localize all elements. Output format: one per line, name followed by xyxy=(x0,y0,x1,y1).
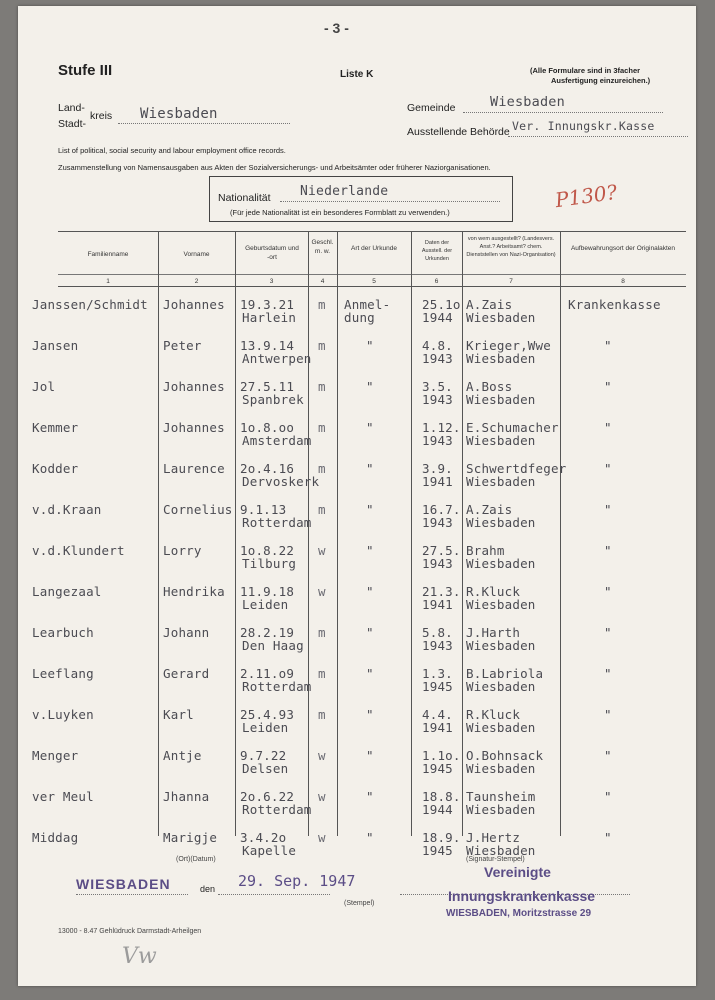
cell-date1: 1.3. xyxy=(422,666,453,681)
cell-date2: 1943 xyxy=(422,515,453,530)
cell-sex: m xyxy=(318,625,326,640)
cell-issuer2: Wiesbaden xyxy=(466,433,536,448)
col-header-firstname: Vorname xyxy=(183,251,210,258)
place-caption: (Ort) xyxy=(176,856,191,863)
cell-archive: " xyxy=(604,543,612,558)
cell-birth-place: Den Haag xyxy=(242,638,304,653)
gemeinde-label: Gemeinde xyxy=(407,102,456,114)
cell-date2: 1943 xyxy=(422,638,453,653)
cell-first: Peter xyxy=(163,338,202,353)
cell-surname: Kemmer xyxy=(32,420,79,435)
cell-issuer1: E.Schumacher xyxy=(466,420,559,435)
cell-sex: w xyxy=(318,748,326,763)
cell-first: Hendrika xyxy=(163,584,225,599)
cell-date2: 1941 xyxy=(422,720,453,735)
cell-sex: m xyxy=(318,666,326,681)
cell-first: Gerard xyxy=(163,666,210,681)
col-divider-5 xyxy=(411,231,412,836)
col-num-2: 2 xyxy=(194,278,199,285)
org-stamp-line3: WIESBADEN, Moritzstrasse 29 xyxy=(446,908,592,919)
cell-issuer2: Wiesbaden xyxy=(466,351,536,366)
document-sheet xyxy=(18,6,696,986)
behoerde-underline xyxy=(508,136,688,137)
landkreis-label-land: Land- xyxy=(58,102,85,114)
cell-birth-place: Leiden xyxy=(242,720,289,735)
cell-doc: " xyxy=(366,584,374,599)
table-top-line xyxy=(58,231,686,232)
cell-birth-place: Harlein xyxy=(242,310,297,325)
landkreis-label-stadt: Stadt- xyxy=(58,118,87,130)
cell-issuer2: Wiesbaden xyxy=(466,843,536,858)
cell-date2: 1944 xyxy=(422,802,453,817)
col-divider-6 xyxy=(462,231,463,836)
col-header-dates: Daten der Ausstell. der Urkunden xyxy=(421,240,453,262)
cell-surname: Menger xyxy=(32,748,79,763)
cell-doc: " xyxy=(366,338,374,353)
cell-issuer2: Wiesbaden xyxy=(466,392,536,407)
cell-archive: " xyxy=(604,461,612,476)
cell-first: Laurence xyxy=(163,461,225,476)
forms-note-line2: Ausfertigung einzureichen.) xyxy=(551,76,651,85)
col-num-3: 3 xyxy=(269,278,274,285)
col-divider-2 xyxy=(235,231,236,836)
col-num-5: 5 xyxy=(372,278,376,285)
cell-issuer2: Wiesbaden xyxy=(466,761,536,776)
cell-date1: 5.8. xyxy=(422,625,453,640)
place-stamp: WIESBADEN xyxy=(76,876,171,892)
cell-issuer2: Wiesbaden xyxy=(466,556,536,571)
nationality-underline xyxy=(280,201,500,202)
cell-sex: m xyxy=(318,502,326,517)
col-num-8: 8 xyxy=(621,278,625,285)
cell-sex: w xyxy=(318,789,326,804)
cell-date2: 1945 xyxy=(422,843,453,858)
forms-note-line1: (Alle Formulare sind in 3facher xyxy=(530,66,641,75)
col-num-7: 7 xyxy=(509,278,513,285)
cell-first: Jhanna xyxy=(163,789,210,804)
cell-date1: 3.9. xyxy=(422,461,453,476)
cell-birth-place: Rotterdam xyxy=(242,802,312,817)
col-divider-7 xyxy=(560,231,561,836)
cell-doc: " xyxy=(366,707,374,722)
cell-archive: " xyxy=(604,502,612,517)
cell-date1: 4.8. xyxy=(422,338,453,353)
cell-date2: 1941 xyxy=(422,474,453,489)
cell-sex: m xyxy=(318,707,326,722)
cell-doc: " xyxy=(366,666,374,681)
cell-birth-date: 2.11.o9 xyxy=(240,666,295,681)
cell-birth-date: 2o.4.16 xyxy=(240,461,295,476)
cell-birth-place: Rotterdam xyxy=(242,679,312,694)
nationality-note: (Für jede Nationalität ist ein besonderes Formblatt zu verwenden.) xyxy=(230,208,450,217)
cell-date1: 25.1o xyxy=(422,297,461,312)
col-divider-4 xyxy=(337,231,338,836)
cell-date2: 1943 xyxy=(422,433,453,448)
date-caption: (Datum) xyxy=(190,856,216,863)
cell-birth-place: Leiden xyxy=(242,597,289,612)
table-head-bottom xyxy=(58,286,686,287)
cell-archive: " xyxy=(604,707,612,722)
cell-date2: 1945 xyxy=(422,679,453,694)
intro-de: Zusammenstellung von Namensausgaben aus Akten der Sozialversicherungs- und Arbeitsämter oder früherer Naziorganisationen. xyxy=(58,163,491,172)
cell-date1: 1.12. xyxy=(422,420,461,435)
cell-issuer2: Wiesbaden xyxy=(466,638,536,653)
cell-date1: 18.9. xyxy=(422,830,461,845)
gemeinde-value: Wiesbaden xyxy=(490,94,565,110)
cell-birth-date: 9.1.13 xyxy=(240,502,287,517)
cell-surname: Learbuch xyxy=(32,625,94,640)
cell-first: Lorry xyxy=(163,543,202,558)
cell-first: Karl xyxy=(163,707,194,722)
behoerde-value: Ver. Innungskr.Kasse xyxy=(512,119,655,133)
cell-date1: 1.1o. xyxy=(422,748,461,763)
cell-archive: " xyxy=(604,379,612,394)
cell-issuer2: Wiesbaden xyxy=(466,802,536,817)
cell-surname: v.d.Kraan xyxy=(32,502,102,517)
cell-date1: 21.3. xyxy=(422,584,461,599)
cell-doc: " xyxy=(366,625,374,640)
cell-date1: 4.4. xyxy=(422,707,453,722)
stage-title: Stufe III xyxy=(58,62,113,79)
col-header-birth: Geburtsdatum und -ort xyxy=(245,245,299,261)
cell-issuer1: A.Zais xyxy=(466,297,513,312)
red-pencil-mark: P130? xyxy=(553,179,619,213)
cell-issuer1: A.Boss xyxy=(466,379,513,394)
cell-birth-date: 27.5.11 xyxy=(240,379,295,394)
cell-doc: " xyxy=(366,789,374,804)
col-header-sex: Geschl. m. w. xyxy=(311,239,334,255)
cell-issuer2: Wiesbaden xyxy=(466,515,536,530)
cell-birth-place: Kapelle xyxy=(242,843,297,858)
cell-sex: m xyxy=(318,297,326,312)
place-date-caption xyxy=(176,856,216,863)
cell-doc: " xyxy=(366,748,374,763)
cell-surname: Jol xyxy=(32,379,56,394)
cell-issuer1: R.Kluck xyxy=(466,707,521,722)
cell-first: Johannes xyxy=(163,379,225,394)
cell-archive: " xyxy=(604,789,612,804)
cell-birth-date: 3.4.2o xyxy=(240,830,287,845)
col-divider-1 xyxy=(158,231,159,836)
cell-doc: Anmel- xyxy=(344,297,391,312)
cell-issuer1: J.Hertz xyxy=(466,830,521,845)
org-stamp-line1: Vereinigte xyxy=(484,864,551,880)
cell-date2: 1943 xyxy=(422,351,453,366)
cell-doc: " xyxy=(366,420,374,435)
cell-issuer2: Wiesbaden xyxy=(466,720,536,735)
cell-sex: m xyxy=(318,379,326,394)
cell-birth-place: Rotterdam xyxy=(242,515,312,530)
printer-note: 13000 - 8.47 Gehlüdruck Darmstadt-Arheilgen xyxy=(58,928,202,935)
col-header-doc: Art der Urkunde xyxy=(351,245,397,252)
cell-birth-place: Amsterdam xyxy=(242,433,312,448)
cell-archive: " xyxy=(604,666,612,681)
cell-first: Johann xyxy=(163,625,210,640)
col-num-1: 1 xyxy=(106,278,110,285)
table-num-line xyxy=(58,274,686,275)
cell-sex: w xyxy=(318,543,326,558)
cell-archive: " xyxy=(604,584,612,599)
cell-birth-date: 13.9.14 xyxy=(240,338,295,353)
cell-archive: " xyxy=(604,338,612,353)
cell-archive: " xyxy=(604,830,612,845)
date-underline xyxy=(218,894,330,895)
nationality-label: Nationalität xyxy=(218,192,271,204)
cell-birth-date: 11.9.18 xyxy=(240,584,295,599)
landkreis-label-kreis: kreis xyxy=(90,110,113,122)
col-num-4: 4 xyxy=(320,278,325,285)
place-underline xyxy=(76,894,188,895)
gemeinde-underline xyxy=(463,112,663,113)
cell-birth-date: 25.4.93 xyxy=(240,707,295,722)
cell-sex: m xyxy=(318,461,326,476)
cell-first: Johannes xyxy=(163,297,225,312)
signature-caption: (Signatur-Stempel) xyxy=(466,856,525,863)
cell-doc: " xyxy=(366,502,374,517)
kreis-underline xyxy=(118,123,290,124)
org-stamp-line2: Innungskrankenkasse xyxy=(448,888,596,904)
col-header-surname: Familienname xyxy=(87,251,129,258)
cell-doc: " xyxy=(366,830,374,845)
col-num-6: 6 xyxy=(434,278,439,285)
cell-surname: Leeflang xyxy=(32,666,94,681)
cell-issuer1: Schwertdfeger xyxy=(466,461,567,476)
cell-issuer1: Taunsheim xyxy=(466,789,536,804)
cell-birth-place: Delsen xyxy=(242,761,289,776)
cell-surname: Janssen/Schmidt xyxy=(32,297,148,312)
cell-surname: Langezaal xyxy=(32,584,102,599)
cell-issuer1: B.Labriola xyxy=(466,666,544,681)
cell-archive: Krankenkasse xyxy=(568,297,661,312)
cell-surname: ver Meul xyxy=(32,789,94,804)
cell-first: Antje xyxy=(163,748,202,763)
stamp-caption: (Stempel) xyxy=(344,900,375,907)
cell-doc: " xyxy=(366,461,374,476)
cell-date1: 18.8. xyxy=(422,789,461,804)
cell-sex: w xyxy=(318,584,326,599)
kreis-value: Wiesbaden xyxy=(140,106,218,122)
cell-date1: 3.5. xyxy=(422,379,453,394)
date-stamp: 29. Sep. 1947 xyxy=(238,872,356,890)
cell-issuer1: Brahm xyxy=(466,543,505,558)
cell-issuer2: Wiesbaden xyxy=(466,597,536,612)
cell-first: Johannes xyxy=(163,420,225,435)
cell-issuer2: Wiesbaden xyxy=(466,474,536,489)
cell-birth-date: 1o.8.oo xyxy=(240,420,295,435)
cell-doc: " xyxy=(366,379,374,394)
cell-surname: Jansen xyxy=(32,338,79,353)
cell-date2: 1943 xyxy=(422,392,453,407)
cell-birth-place: Tilburg xyxy=(242,556,297,571)
list-title: Liste K xyxy=(340,69,374,80)
cell-birth-place: Dervoskerk xyxy=(242,474,320,489)
cell-surname: v.Luyken xyxy=(32,707,94,722)
cell-doc: " xyxy=(366,543,374,558)
cell-doc2: dung xyxy=(344,310,375,325)
behoerde-label: Ausstellende Behörde xyxy=(407,126,510,138)
cell-sex: m xyxy=(318,338,326,353)
cell-issuer2: Wiesbaden xyxy=(466,310,536,325)
cell-sex: m xyxy=(318,420,326,435)
cell-issuer1: A.Zais xyxy=(466,502,513,517)
cell-date2: 1945 xyxy=(422,761,453,776)
intro-en: List of political, social security and labour employment office records. xyxy=(58,146,286,155)
cell-issuer1: J.Harth xyxy=(466,625,521,640)
cell-birth-date: 2o.6.22 xyxy=(240,789,295,804)
cell-archive: " xyxy=(604,625,612,640)
cell-birth-date: 1o.8.22 xyxy=(240,543,295,558)
cell-first: Cornelius xyxy=(163,502,233,517)
den-label: den xyxy=(200,884,216,894)
cell-date2: 1943 xyxy=(422,556,453,571)
cell-birth-date: 28.2.19 xyxy=(240,625,295,640)
cell-birth-date: 9.7.22 xyxy=(240,748,287,763)
cell-surname: v.d.Klundert xyxy=(32,543,125,558)
cell-sex: w xyxy=(318,830,326,845)
cell-surname: Kodder xyxy=(32,461,79,476)
cell-issuer1: R.Kluck xyxy=(466,584,521,599)
page-number: - 3 - xyxy=(324,20,349,36)
col-header-archive: Aufbewahrungsort der Originalakten xyxy=(570,245,676,252)
cell-birth-date: 19.3.21 xyxy=(240,297,295,312)
col-divider-3 xyxy=(308,231,309,836)
cell-date1: 16.7. xyxy=(422,502,461,517)
cell-issuer1: Krieger,Wwe xyxy=(466,338,551,353)
cell-birth-place: Antwerpen xyxy=(242,351,312,366)
cell-surname: Middag xyxy=(32,830,79,845)
cell-date2: 1941 xyxy=(422,597,453,612)
cell-archive: " xyxy=(604,748,612,763)
cell-date2: 1944 xyxy=(422,310,453,325)
pencil-mark: Vw xyxy=(122,944,157,969)
cell-issuer1: O.Bohnsack xyxy=(466,748,544,763)
cell-birth-place: Spanbrek xyxy=(242,392,304,407)
cell-archive: " xyxy=(604,420,612,435)
cell-first: Marigje xyxy=(163,830,218,845)
cell-date1: 27.5. xyxy=(422,543,461,558)
cell-issuer2: Wiesbaden xyxy=(466,679,536,694)
nationality-value: Niederlande xyxy=(300,184,389,199)
col-header-issuer: von wem ausgestellt? (Landesvers. Anst.? Arbeitsamt? chem. Dienststellen von Nazi-Organisation) xyxy=(466,236,556,258)
